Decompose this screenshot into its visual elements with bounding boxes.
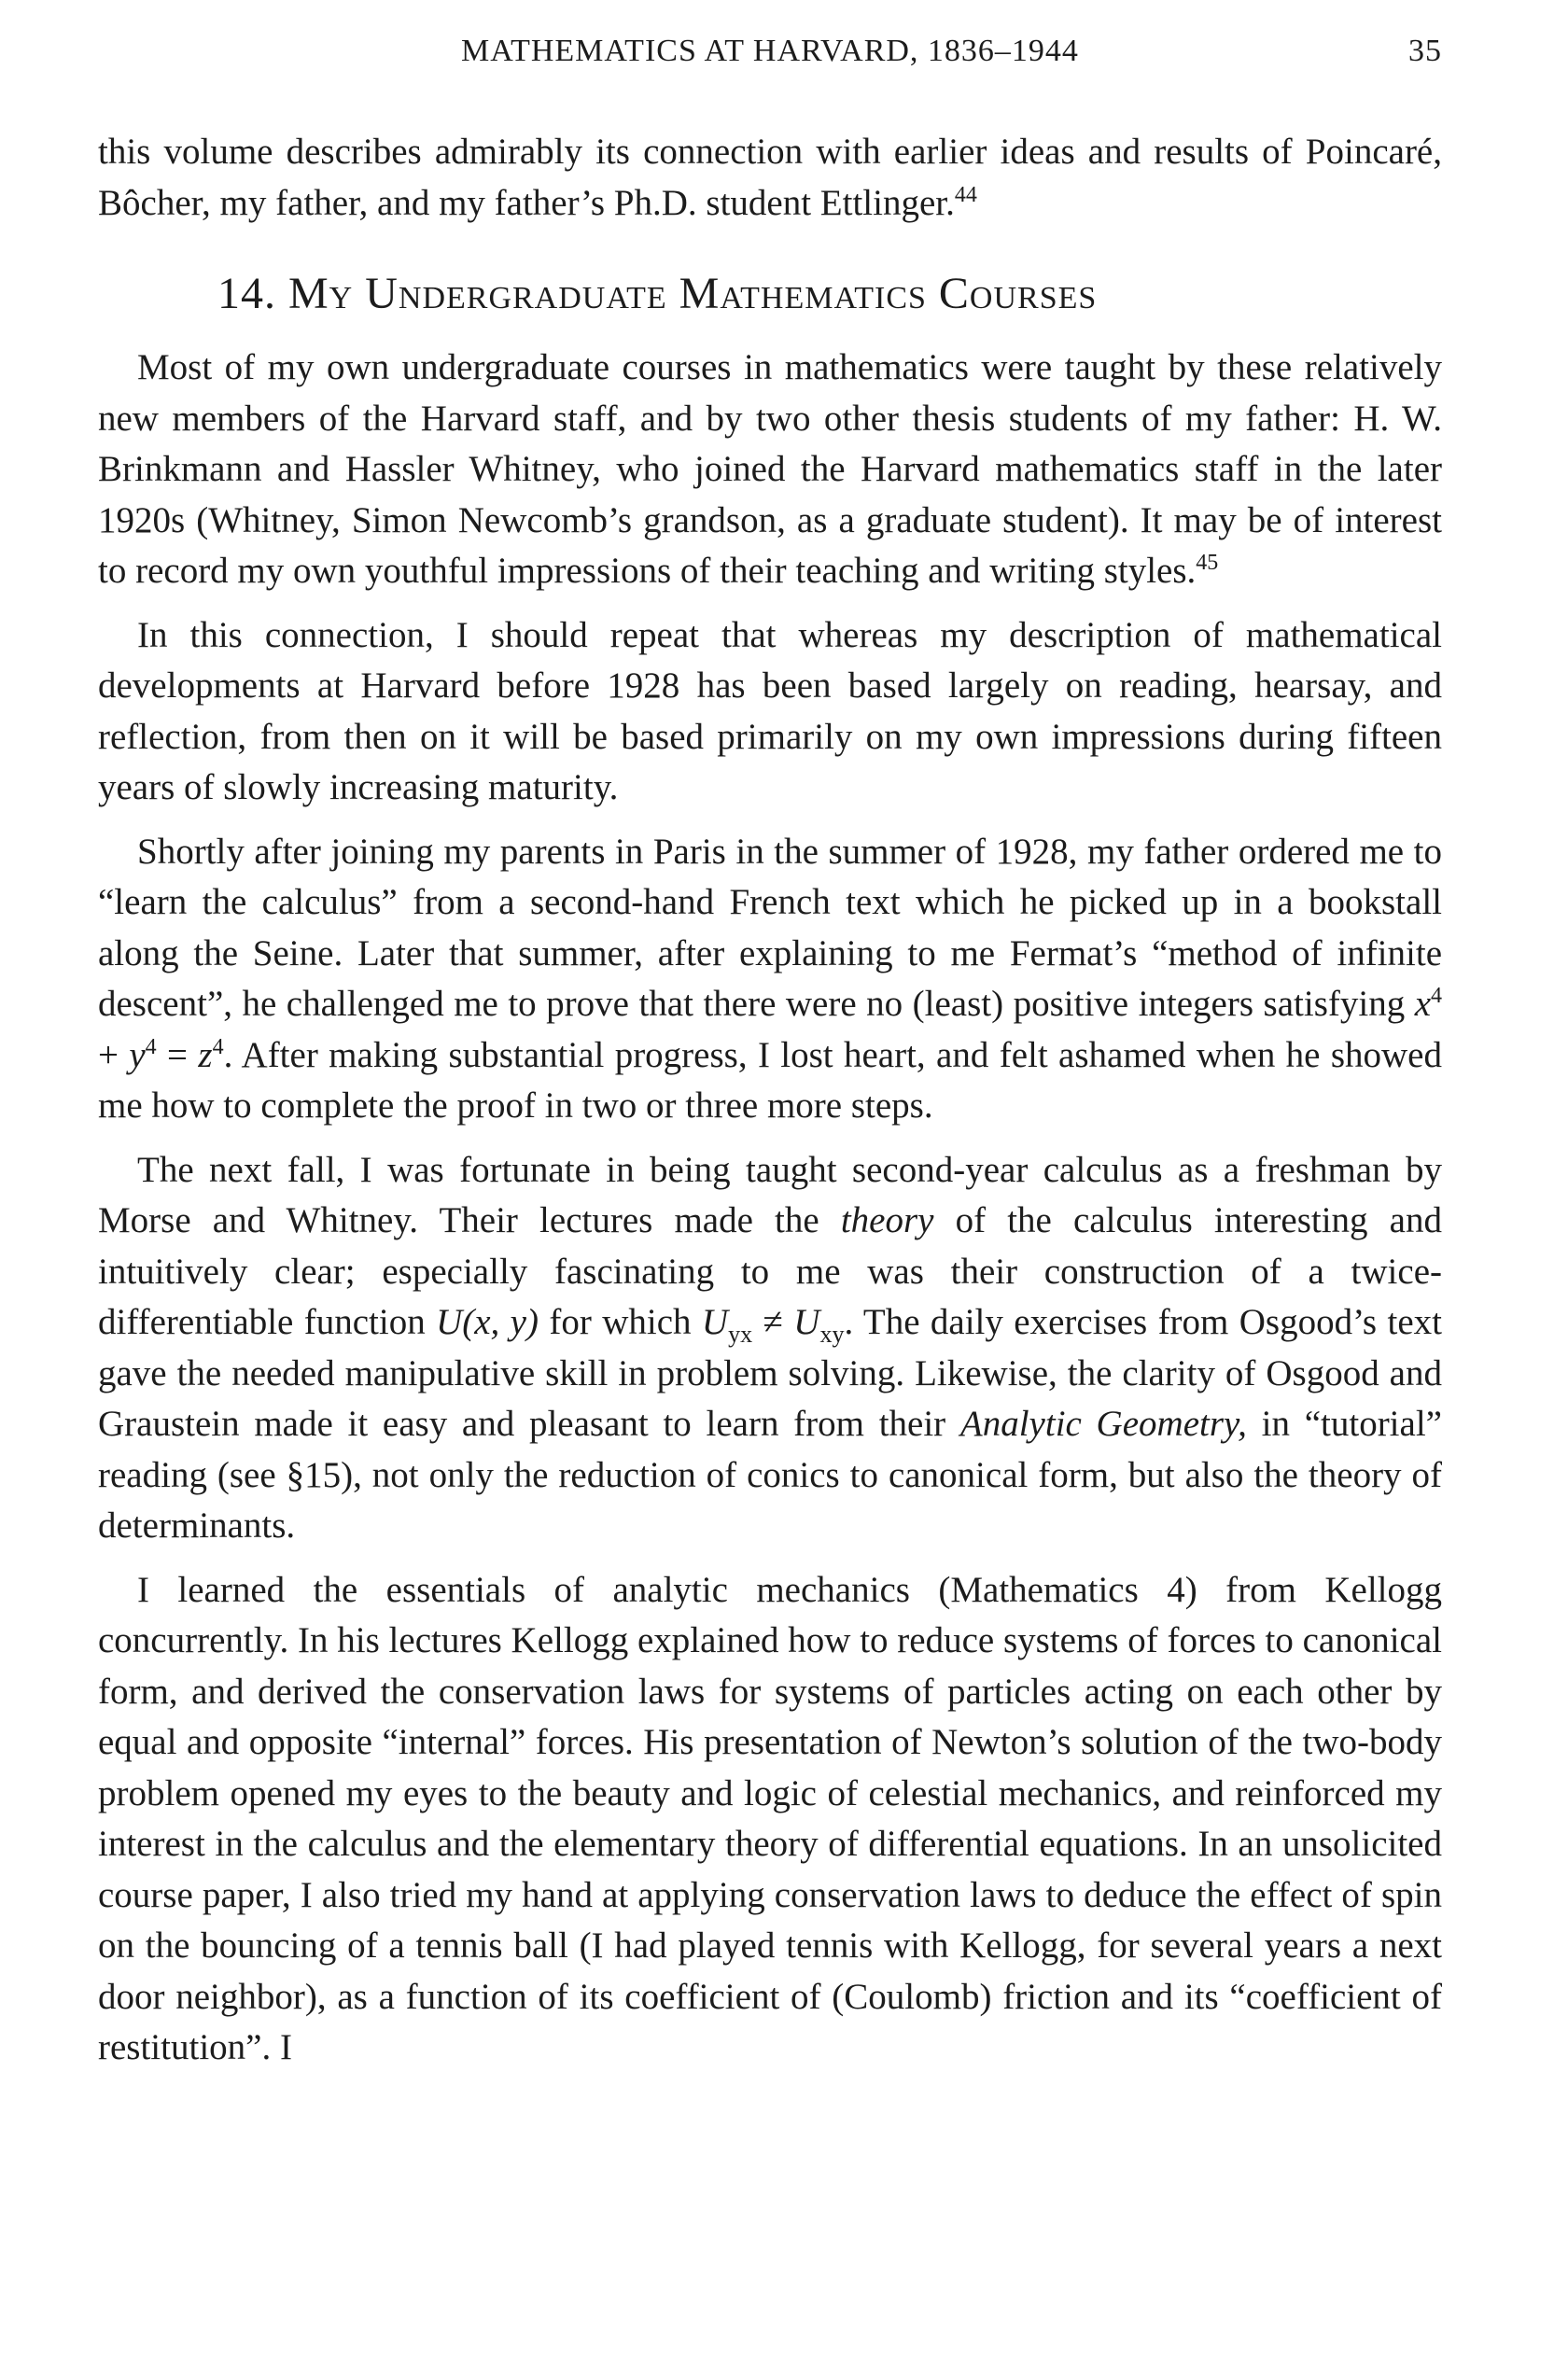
paragraph: In this connection, I should repeat that whereas my description of mathematical developments at Harvard before 1928 has been based largely on reading, hearsay, and reflection, from then on it will be based primarily on my own impressions during fifteen years of slowly increasing maturity.: [98, 614, 1442, 807]
section-title: My Undergraduate Mathematics Courses: [288, 269, 1098, 318]
page-number: 35: [1408, 34, 1442, 68]
footnote-ref-44: 44: [954, 182, 977, 207]
paragraph: The next fall, I was fortunate in being taught second-year calculus as a freshman by Morse and Whitney. Their lectures made the theory of the calculus interesting and intuitively clear; especially fascinating to me was their construction of a twice-differentiable function U(x, y) for which $U_{yx} \ne U_{xy}$. The daily exercises from Osgood’s text gave the needed manipulative skill in problem solving. Likewise, the clarity of Osgood and Graustein made it easy and pleasant to learn from their Analytic Geometry, in “tutorial” reading (see §15), not only the reduction of conics to canonical form, but also the theory of determinants.: [98, 1149, 1442, 1546]
running-header: [98, 34, 1442, 78]
paragraph: Most of my own undergraduate courses in mathematics were taught by these relatively new members of the Harvard staff, and by two other thesis students of my father: H. W. Brinkmann and Hassler Whitney, who joined the Harvard mathematics staff in the later 1920s (Whitney, Simon Newcomb’s grandson, as a graduate student). It may be of interest to record my own youthful impressions of their teaching and writing styles.$^{45}$: [98, 347, 1442, 591]
body-text: [98, 127, 1442, 2074]
section-heading: [98, 266, 1442, 322]
section-number: 14.: [217, 269, 276, 318]
paragraph: I learned the essentials of analytic mechanics (Mathematics 4) from Kellogg concurrently. In his lectures Kellogg explained how to reduce systems of forces to canonical form, and derived the conservation laws for systems of particles acting on each other by equal and opposite “internal” forces. His presentation of Newton’s solution of the two-body problem opened my eyes to the beauty and logic of celestial mechanics, and reinforced my interest in the calculus and the elementary theory of differential equations. In an unsolicited course paper, I also tried my hand at applying conservation laws to deduce the effect of spin on the bouncing of a tennis ball (I had played tennis with Kellogg, for several years a next door neighbor), as a function of its coefficient of (Coulomb) friction and its “coefficient of restitution”. I: [98, 1569, 1442, 2067]
running-title: MATHEMATICS AT HARVARD, 1836–1944: [461, 34, 1079, 68]
paragraph-continuation: this volume describes admirably its connection with earlier ideas and results of Poincaré, Bôcher, my father, and my father’s Ph.D. student Ettlinger.$^{44}$: [98, 132, 1442, 223]
paragraph: Shortly after joining my parents in Paris in the summer of 1928, my father ordered me to “learn the calculus” from a second-hand French text which he picked up in a bookstall along the Seine. Later that summer, after explaining to me Fermat’s “method of infinite descent”, he challenged me to prove that there were no (least) positive integers satisfying $x^4 + y^4 = z^4$. After making substantial progress, I lost heart, and felt ashamed when he showed me how to complete the proof in two or three more steps.: [98, 831, 1442, 1126]
footnote-ref-45: 45: [1196, 551, 1219, 575]
